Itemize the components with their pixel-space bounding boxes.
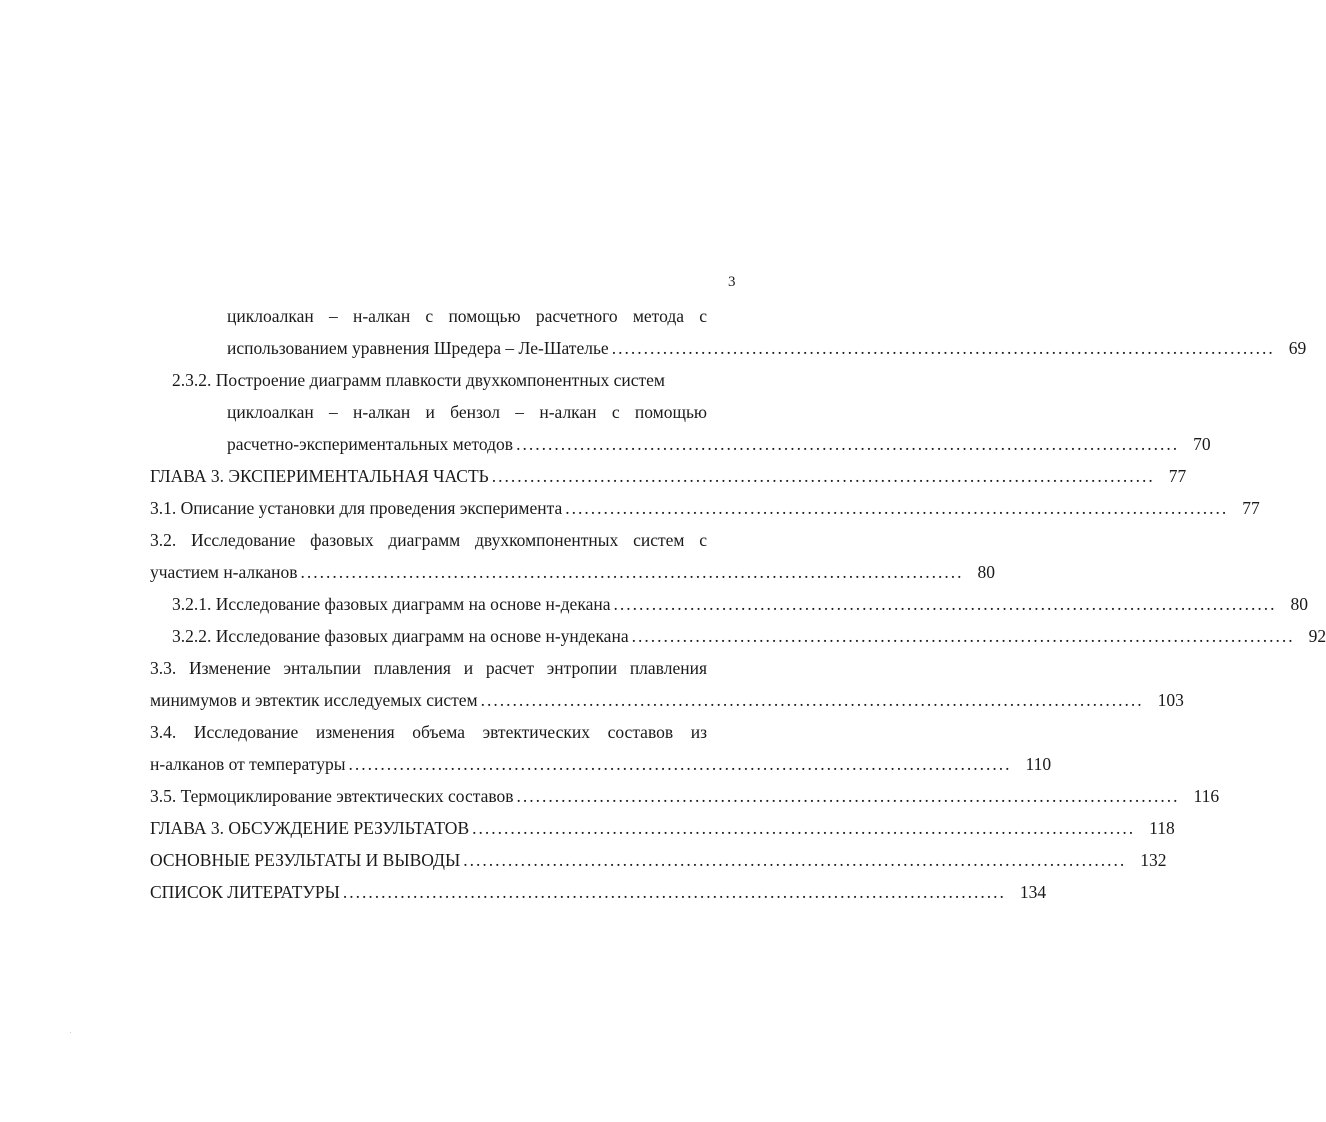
- dot-leader: ........................................................................................................: [480, 690, 1144, 710]
- toc-entry-page: 77: [1242, 498, 1260, 518]
- toc-entry-label: ГЛАВА 3. ОБСУЖДЕНИЕ РЕЗУЛЬТАТОВ: [150, 818, 470, 838]
- toc-entry-label: 3.1. Описание установки для проведения эксперимента: [150, 498, 563, 518]
- dot-leader: ........................................................................................................: [565, 498, 1229, 518]
- toc-entry-label: ОСНОВНЫЕ РЕЗУЛЬТАТЫ И ВЫВОДЫ: [150, 850, 461, 870]
- toc-entry-page: 132: [1140, 850, 1167, 870]
- toc-entry-discussion[interactable]: [150, 817, 1175, 839]
- page-number: 3: [728, 274, 736, 290]
- toc-entry-3-1[interactable]: [150, 497, 1260, 519]
- dot-leader: ........................................................................................................: [613, 594, 1277, 614]
- toc-entry-references[interactable]: [150, 881, 1047, 903]
- toc-entry-2-3-2[interactable]: [227, 433, 1211, 455]
- toc-entry-label: ГЛАВА 3. ЭКСПЕРИМЕНТАЛЬНАЯ ЧАСТЬ: [150, 466, 489, 486]
- toc-entry-label: участием н-алканов: [150, 562, 298, 582]
- dot-leader: ........................................................................................................: [463, 850, 1127, 870]
- toc-entry-2-3-2-title[interactable]: 2.3.2. Построение диаграмм плавкости двухкомпонентных систем: [172, 370, 665, 390]
- toc-entry-page: 116: [1193, 786, 1220, 806]
- toc-entry-3-2-2[interactable]: [172, 625, 1326, 647]
- toc-entry-label: минимумов и эвтектик исследуемых систем: [150, 690, 478, 710]
- toc-entry-page: 70: [1193, 434, 1211, 454]
- toc-entry-chapter-3-experimental[interactable]: [150, 465, 1187, 487]
- dot-leader: ........................................................................................................: [472, 818, 1136, 838]
- toc-entry-3-3[interactable]: [150, 689, 1184, 711]
- toc-entry-label: СПИСОК ЛИТЕРАТУРЫ: [150, 882, 340, 902]
- toc-entry-3-2-title[interactable]: 3.2. Исследование фазовых диаграмм двухкомпонентных систем с: [150, 530, 707, 550]
- toc-entry-conclusions[interactable]: [150, 849, 1167, 871]
- toc-entry-3-3-title[interactable]: 3.3. Изменение энтальпии плавления и расчет энтропии плавления: [150, 658, 707, 678]
- toc-entry-3-2-1[interactable]: [172, 593, 1308, 615]
- scan-speck: [70, 1032, 71, 1033]
- toc-entry-label: расчетно-экспериментальных методов: [227, 434, 514, 454]
- dot-leader: ........................................................................................................: [491, 466, 1155, 486]
- toc-entry-label: использованием уравнения Шредера – Ле-Шателье: [227, 338, 609, 358]
- toc-entry-page: 92: [1308, 626, 1326, 646]
- dot-leader: ........................................................................................................: [348, 754, 1012, 774]
- toc-entry-label: н-алканов от температуры: [150, 754, 346, 774]
- dot-leader: ........................................................................................................: [516, 434, 1180, 454]
- toc-entry-label: 3.5. Термоциклирование эвтектических составов: [150, 786, 514, 806]
- dot-leader: ........................................................................................................: [300, 562, 964, 582]
- toc-entry-label: 3.2.1. Исследование фазовых диаграмм на основе н-декана: [172, 594, 611, 614]
- toc-entry-page: 110: [1025, 754, 1052, 774]
- toc-entry-page: 103: [1157, 690, 1184, 710]
- toc-entry-3-5[interactable]: [150, 785, 1220, 807]
- toc-entry-3-2[interactable]: [150, 561, 996, 583]
- dot-leader: ........................................................................................................: [342, 882, 1006, 902]
- dot-leader: ........................................................................................................: [611, 338, 1275, 358]
- toc-entry-3-4[interactable]: [150, 753, 1052, 775]
- toc-entry-page: 80: [1290, 594, 1308, 614]
- toc-entry-3-4-title[interactable]: 3.4. Исследование изменения объема эвтектических составов из: [150, 722, 707, 742]
- toc-entry-page: 80: [977, 562, 996, 582]
- dot-leader: ........................................................................................................: [631, 626, 1295, 646]
- toc-entry-schroeder-equation[interactable]: [227, 337, 1307, 359]
- toc-entry-page: 118: [1149, 818, 1175, 838]
- toc-entry-page: 77: [1168, 466, 1187, 486]
- toc-line-continuation: циклоалкан – н-алкан и бензол – н-алкан с помощью: [227, 402, 707, 422]
- dot-leader: ........................................................................................................: [516, 786, 1180, 806]
- toc-line-continuation: циклоалкан – н-алкан с помощью расчетного метода с: [227, 306, 707, 326]
- toc-entry-label: 3.2.2. Исследование фазовых диаграмм на основе н-ундекана: [172, 626, 629, 646]
- toc-entry-page: 69: [1288, 338, 1307, 358]
- toc-entry-page: 134: [1019, 882, 1047, 902]
